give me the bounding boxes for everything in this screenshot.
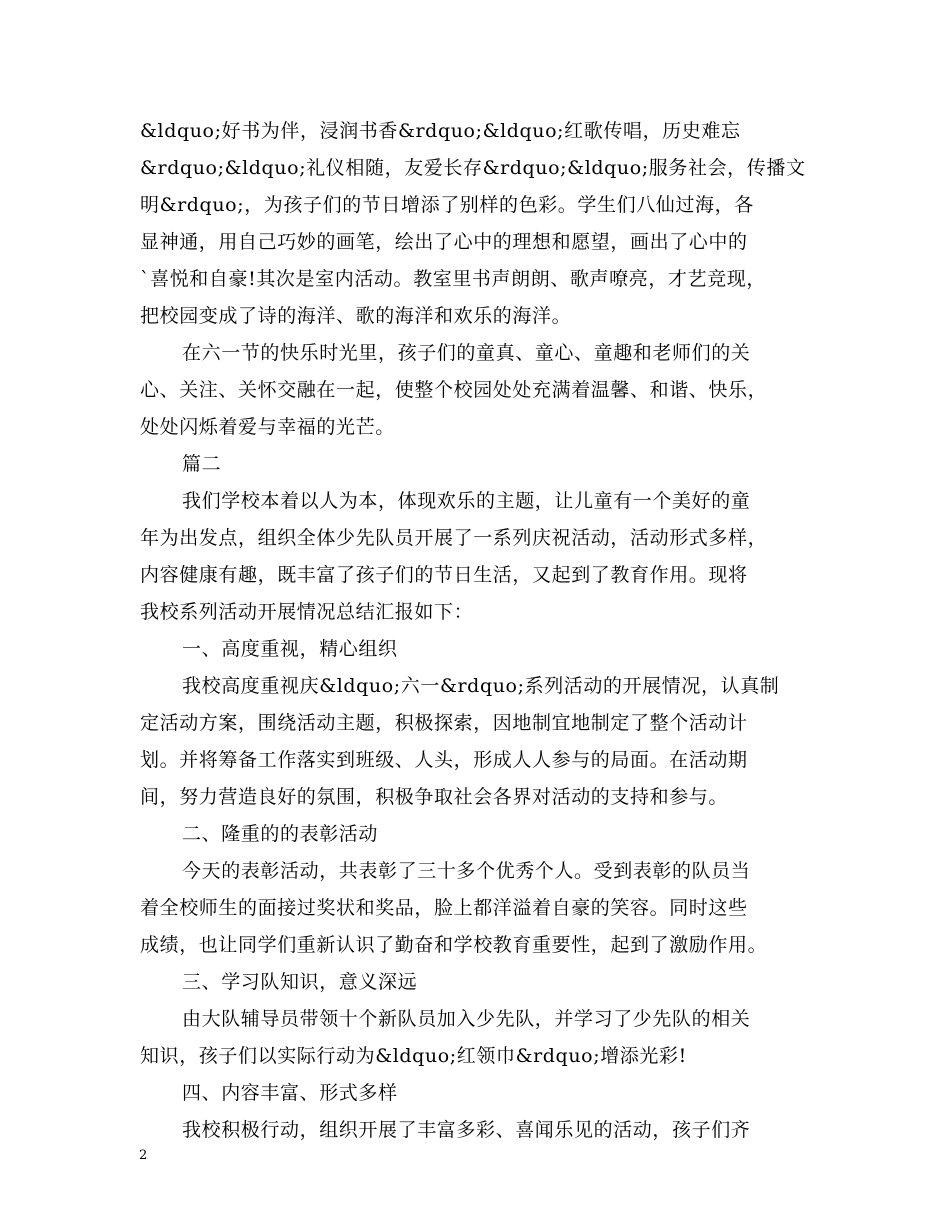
page-number: 2: [139, 1148, 148, 1163]
text-line: 我们学校本着以人为本，体现欢乐的主题，让儿童有一个美好的童: [182, 490, 751, 512]
text-line: &rdquo;&ldquo;礼仪相随，友爱长存&rdquo;&ldquo;服务社会，传播文: [140, 157, 806, 179]
document-body: [140, 113, 830, 1149]
text-line: 二、隆重的的表彰活动: [182, 823, 379, 845]
text-line: 我校系列活动开展情况总结汇报如下：: [140, 601, 474, 623]
text-line: 我校积极行动，组织开展了丰富多彩、喜闻乐见的活动，孩子们齐: [182, 1119, 751, 1141]
text-line: 今天的表彰活动，共表彰了三十多个优秀个人。受到表彰的队员当: [182, 860, 751, 882]
text-line: 内容健康有趣，既丰富了孩子们的节日生活，又起到了教育作用。现将: [140, 564, 748, 586]
text-line: 定活动方案，围绕活动主题，积极探索，因地制宜地制定了整个活动计: [140, 712, 748, 734]
text-line: 间，努力营造良好的氛围，积极争取社会各界对活动的支持和参与。: [140, 786, 729, 808]
text-line: 处处闪烁着爱与幸福的光芒。: [140, 416, 395, 438]
text-line: 着全校师生的面接过奖状和奖品，脸上都洋溢着自豪的笑容。同时这些: [140, 897, 748, 919]
text-line: &ldquo;好书为伴，浸润书香&rdquo;&ldquo;红歌传唱，历史难忘: [140, 120, 741, 142]
text-line: 划。并将筹备工作落实到班级、人头，形成人人参与的局面。在活动期: [140, 749, 748, 771]
text-line: 由大队辅导员带领十个新队员加入少先队，并学习了少先队的相关: [182, 1008, 751, 1030]
text-line: 年为出发点，组织全体少先队员开展了一系列庆祝活动，活动形式多样，: [140, 527, 768, 549]
text-line: 三、学习队知识，意义深远: [182, 971, 418, 993]
text-line: 知识，孩子们以实际行动为&ldquo;红领巾&rdquo;增添光彩!: [140, 1045, 687, 1067]
text-line: 在六一节的快乐时光里，孩子们的童真、童心、童趣和老师们的关: [182, 342, 751, 364]
text-line: 一、高度重视，精心组织: [182, 638, 398, 660]
text-line: 四、内容丰富、形式多样: [182, 1082, 398, 1104]
text-line: 篇二: [182, 453, 222, 475]
text-line: 把校园变成了诗的海洋、歌的海洋和欢乐的海洋。: [140, 305, 572, 327]
text-line: 明&rdquo;，为孩子们的节日增添了别样的色彩。学生们八仙过海，各: [140, 194, 754, 216]
text-line: 心、关注、关怀交融在一起，使整个校园处处充满着温馨、和谐、快乐，: [140, 379, 768, 401]
text-line: `喜悦和自豪!其次是室内活动。教室里书声朗朗、歌声嘹亮，才艺竞现，: [140, 268, 766, 290]
text-line: 成绩，也让同学们重新认识了勤奋和学校教育重要性，起到了激励作用。: [140, 934, 768, 956]
text-line: 我校高度重视庆&ldquo;六一&rdquo;系列活动的开展情况，认真制: [182, 675, 780, 697]
text-line: 显神通，用自己巧妙的画笔，绘出了心中的理想和愿望，画出了心中的: [140, 231, 748, 253]
